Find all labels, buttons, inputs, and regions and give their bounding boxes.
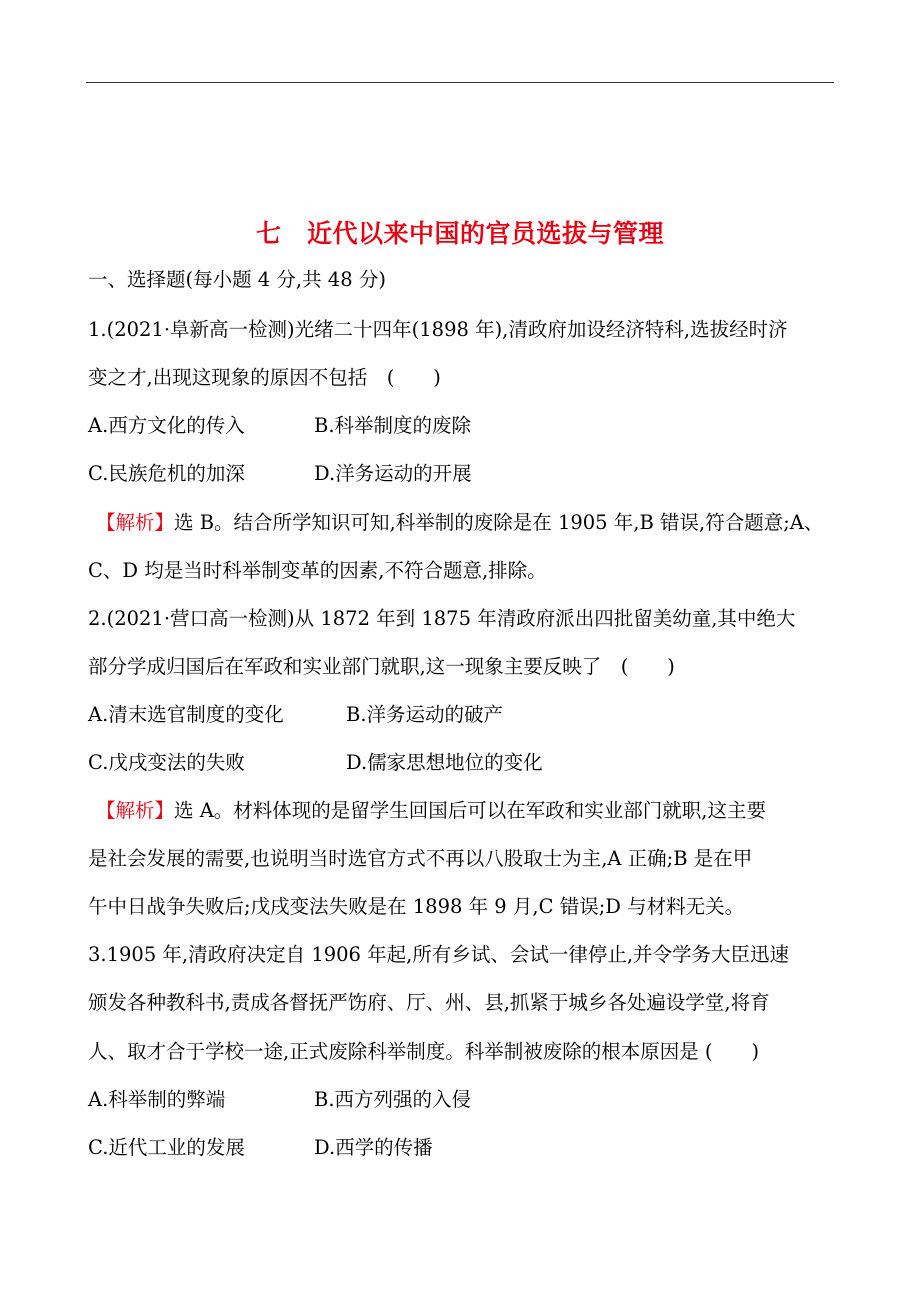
question-2-analysis-line-1 xyxy=(96,797,766,825)
header-rule xyxy=(86,82,834,83)
analysis-tag: 【解析】 xyxy=(96,799,175,822)
question-2-option-d: D.儒家思想地位的变化 xyxy=(346,751,543,774)
question-1-option-d: D.洋务运动的开展 xyxy=(314,462,472,485)
question-1-stem-line-2: 变之才,出现这现象的原因不包括 ( ) xyxy=(88,366,441,389)
question-3-option-b: B.西方列强的入侵 xyxy=(314,1088,472,1111)
question-2-stem-line-1: 2.(2021·营口高一检测)从 1872 年到 1875 年清政府派出四批留美幼童,其中绝大 xyxy=(88,607,796,630)
question-1-option-a: A.西方文化的传入 xyxy=(88,414,245,437)
question-3-stem-line-3: 人、取才合于学校一途,正式废除科举制度。科举制被废除的根本原因是 ( ) xyxy=(88,1040,760,1063)
question-3-option-d: D.西学的传播 xyxy=(314,1136,433,1159)
analysis-text: 选 B。结合所学知识可知,科举制的废除是在 1905 年,B 错误,符合题意;A、 xyxy=(174,511,824,534)
analysis-text: 选 A。材料体现的是留学生回国后可以在军政和实业部门就职,这主要 xyxy=(174,799,766,822)
question-3-option-a: A.科举制的弊端 xyxy=(88,1088,226,1111)
question-2-stem-line-2: 部分学成归国后在军政和实业部门就职,这一现象主要反映了 ( ) xyxy=(88,655,675,678)
question-2-option-b: B.洋务运动的破产 xyxy=(346,703,504,726)
analysis-tag: 【解析】 xyxy=(96,511,175,534)
question-2-option-a: A.清末选官制度的变化 xyxy=(88,703,284,726)
question-2-option-c: C.戊戌变法的失败 xyxy=(88,751,245,774)
question-1-analysis-line-2: C、D 均是当时科举制变革的因素,不符合题意,排除。 xyxy=(88,559,547,582)
question-3-stem-line-1: 3.1905 年,清政府决定自 1906 年起,所有乡试、会试一律停止,并令学务大臣迅速 xyxy=(88,943,790,966)
question-2-analysis-line-2: 是社会发展的需要,也说明当时选官方式不再以八股取士为主,A 正确;B 是在甲 xyxy=(88,847,753,870)
page-title: 七 近代以来中国的官员选拔与管理 xyxy=(255,219,664,248)
question-1-stem-line-1: 1.(2021·阜新高一检测)光绪二十四年(1898 年),清政府加设经济特科,选拔经时济 xyxy=(88,318,788,341)
question-3-option-c: C.近代工业的发展 xyxy=(88,1136,245,1159)
question-1-option-c: C.民族危机的加深 xyxy=(88,462,245,485)
question-3-stem-line-2: 颁发各种教科书,责成各督抚严饬府、厅、州、县,抓紧于城乡各处遍设学堂,将育 xyxy=(88,991,770,1014)
question-2-analysis-line-3: 午中日战争失败后;戊戌变法失败是在 1898 年 9 月,C 错误;D 与材料无关。 xyxy=(88,895,745,918)
question-1-analysis-line-1 xyxy=(96,509,823,537)
section-heading: 一、选择题(每小题 4 分,共 48 分) xyxy=(88,268,386,291)
question-1-option-b: B.科举制度的废除 xyxy=(314,414,472,437)
